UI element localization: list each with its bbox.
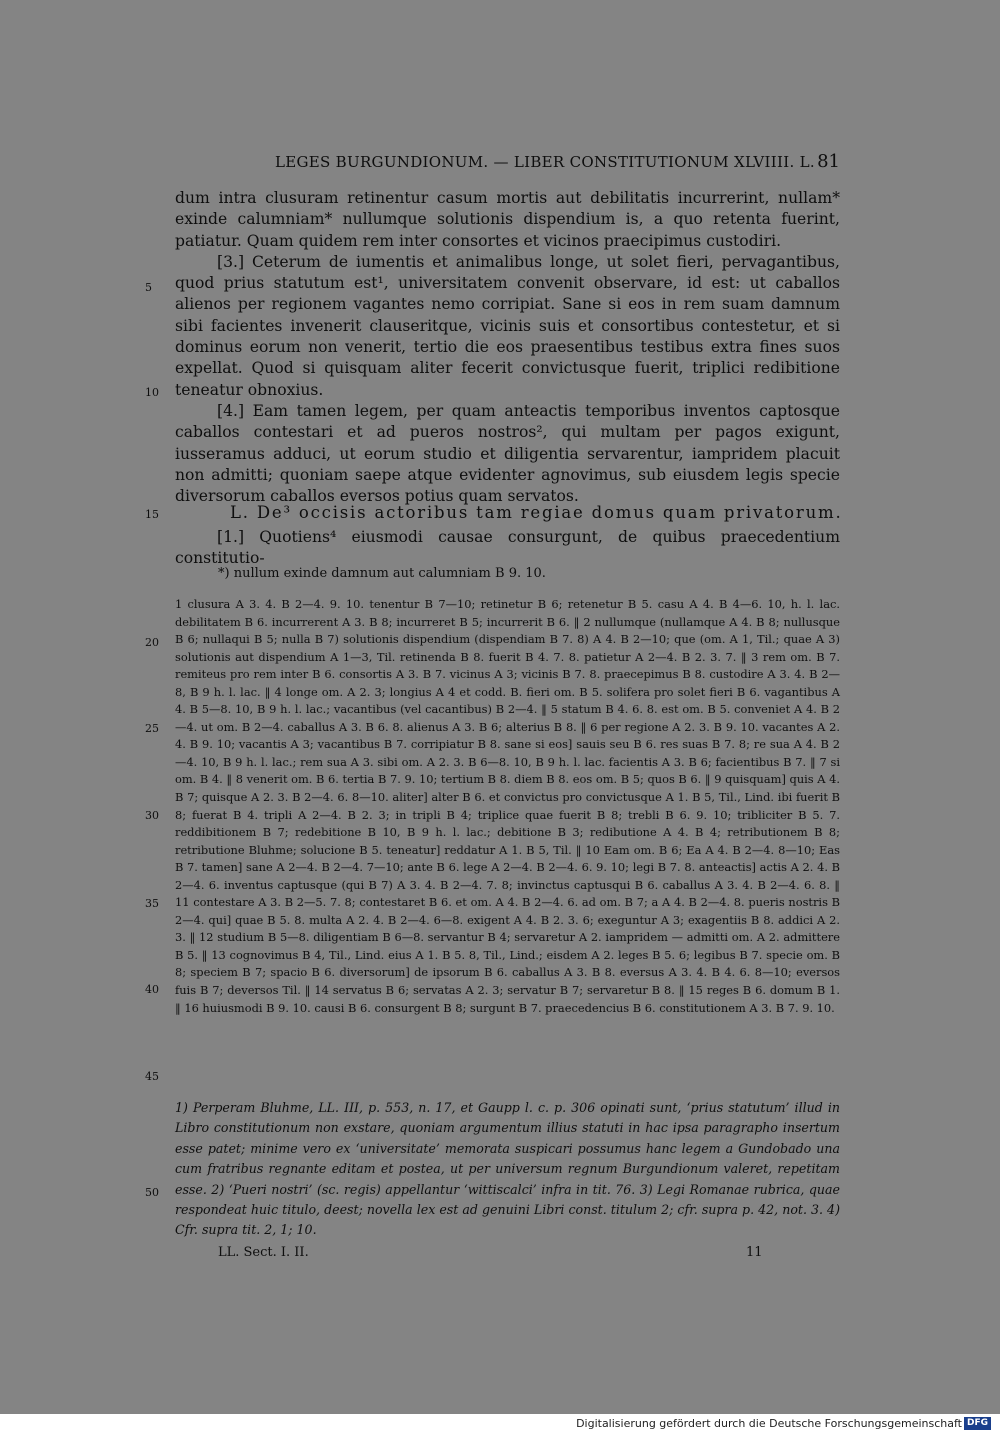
line-number: 45 [145, 1070, 159, 1083]
line-number: 40 [145, 983, 159, 996]
line-number: 15 [145, 508, 159, 521]
paragraph-1: dum intra clusuram retinentur casum mortis aut debilitatis incurrerint, nullam* exinde calumniam* nullumque solutionis dispendium is, a quo retenta fuerint, patiatur. Quam quidem rem inter consortes et vicinos praecipimus custodiri. [175, 189, 840, 250]
signature-mark: LL. Sect. I. II. [218, 1245, 309, 1260]
line-number: 5 [145, 281, 152, 294]
section-heading: L. De³ occisis actoribus tam regiae domus quam privatorum. [230, 503, 843, 522]
running-title: LEGES BURGUNDIONUM. — LIBER CONSTITUTIONUM XLVIIII. L. [275, 153, 815, 171]
main-text [175, 188, 840, 507]
paragraph-4-wrap [175, 527, 840, 570]
critical-apparatus: 1 clusura A 3. 4. B 2—4. 9. 10. tenentur B 7—10; retinetur B 6; retenetur B 5. casu A 4. B 4—6. 10, h. l. lac. debilitatem B 6. incurrerent A 3. B 8; incurreret B 5; incurrerit B 6. ‖ 2 nullumque (nullamque A 4. B 8; nullusque B 6; nullaqui B 5; nulla B 7) solutionis dispendium (dispendiam B 7. 8) A 4. B 2—10; que (om. A 1, Til.; quae A 3) solutionis aut dispendium A 1—3, Til. retinenda B 8. fuerit B 4. 7. 8. patietur A 2—4. B 2. 3. 7. ‖ 3 rem om. B 7. remiteus pro rem inter B 6. consortis A 3. B 7. vicinus A 3; vicinis B 7. 8. praecepimus B 8. custodire A 3. 4. B 2—8, B 9 h. l. lac. ‖ 4 longe om. A 2. 3; longius A 4 et codd. B. fieri om. B 5. solifera pro solet fieri B 6. vagantibus A 4. B 5—8. 10, B 9 h. l. lac.; vacantibus (vel cacantibus) B 2—4. ‖ 5 statum B 4. 6. 8. est om. B 5. conveniet A 4. B 2—4. ut om. B 2—4. caballus A 3. B 6. 8. alienus A 3. B 6; alterius B 8. ‖ 6 per regione A 2. 3. B 9. 10. vacantes A 2. 4. B 9. 10; vacantis A 3; vacantibus B 7. corripiatur B 8. sane si eos] sauis seu B 6. res suas B 7. 8; re sua A 4. B 2—4. 10, B 9 h. l. lac.; rem sua A 3. sibi om. A 2. 3. B 6—8. 10, B 9 h. l. lac. facientis A 3. B 6; facientibus B 7. ‖ 7 si om. B 4. ‖ 8 venerit om. B 6. tertia B 7. 9. 10; tertium B 8. diem B 8. eos om. B 5; quos B 6. ‖ 9 quisquam] quis A 4. B 7; quisque A 2. 3. B 2—4. 6. 8—10. aliter] alter B 6. et convictus pro convictusque A 1. B 5, Til., Lind. ibi fuerit B 8; fuerat B 4. tripli A 2—4. B 2. 3; in tripli B 4; triplice quae fuerit B 8; trebli B 6. 9. 10; tribliciter B 5. 7. reddibitionem B 7; redebitione B 10, B 9 h. l. lac.; debitione B 3; redibutione A 4. B 4; retributionem B 8; retributione Bluhme; solucione B 5. teneatur] reddatur A 1. B 5, Til. ‖ 10 Eam om. B 6; Ea A 4. B 2—4. 8—10; Eas B 7. tamen] sane A 2—4. B 2—4. 7—10; ante B 6. lege A 2—4. B 2—4. 6. 9. 10; legi B 7. 8. anteactis] actis A 2. 4. B 2—4. 6. inventus captusque (qui B 7) A 3. 4. B 2—4. 7. 8; invinctus captusqui B 6. caballus A 3. 4. B 2—4. 6. 8. ‖ 11 contestare A 3. B 2—5. 7. 8; contestaret B 6. et om. A 4. B 2—4. 6. ad om. B 7; a A 4. B 2—4. 8. pueris nostris B 2—4. qui] quae B 5. 8. multa A 2. 4. B 2—4. 6—8. exigent A 4. B 2. 3. 6; exeguntur A 3; exagentiis B 8. addici A 2. 3. ‖ 12 studium B 5—8. diligentiam B 6—8. servantur B 4; servaretur A 2. iampridem — admitti om. A 2. admittere B 5. ‖ 13 cognovimus B 4, Til., Lind. eius A 1. B 5. 8, Til., Lind.; eisdem A 2. leges B 5. 6; legibus B 7. specie om. B 8; speciem B 7; spacio B 6. diversorum] de ipsorum B 6. caballus A 3. B 8. eversus A 3. 4. B 4. 6. 8—10; eversos fuis B 7; deversos Til. ‖ 14 servatus B 6; servatas A 2. 3; servatur B 7; servaretur B 8. ‖ 15 reges B 6. domum B 1. ‖ 16 huiusmodi B 9. 10. causi B 6. consurgent B 8; surgunt B 7. praecedencius B 6. constitutionem A 3. B 7. 9. 10. [175, 597, 840, 1015]
funding-footer [0, 1414, 1000, 1434]
line-number: 30 [145, 809, 159, 822]
running-header [175, 153, 840, 179]
star-note: *) nullum exinde damnum aut calumniam B 9. 10. [218, 566, 546, 581]
paragraph-3: [4.] Eam tamen legem, per quam anteactis temporibus inventos captosque caballos contestari et ad pueros nostros², qui multam per pagos exigunt, iusseramus adduci, ut eorum studio et diligentia servarentur, iampridem placuit non admitti; quoniam saepe atque evidenter agnovimus, sub eiusdem legis specie diversorum caballos eversos potius quam servatos. [175, 401, 840, 506]
funding-text: Digitalisierung gefördert durch die Deutsche Forschungsgemeinschaft [576, 1417, 962, 1430]
signature-number: 11 [746, 1245, 763, 1260]
line-number: 10 [145, 386, 159, 399]
line-number: 35 [145, 897, 159, 910]
page-number: 81 [817, 151, 840, 172]
footnotes: 1) Perperam Bluhme, LL. III, p. 553, n. 17, et Gaupp l. c. p. 306 opinati sunt, ‘prius statutum’ illud in Libro constitutionum non exstare, quoniam argumentum illius statuti in hac ipsa paragrapho insertum esse patet; minime vero ex ‘universitate’ memorata suspicari possumus hanc legem a Gundobado una cum fratribus regnante editam et postea, ut per universum regnum Burgundionum valeret, repetitam esse. 2) ‘Pueri nostri’ (sc. regis) appellantur ‘wittiscalci’ infra in tit. 76. 3) Legi Romanae rubrica, quae respondeat huic titulo, deest; novella lex est ad genuini Libri const. titulum 2; cfr. supra p. 42, not. 3. 4) Cfr. supra tit. 2, 1; 10. [175, 1100, 840, 1238]
dfg-logo-icon: DFG [964, 1417, 991, 1430]
paragraph-2: [3.] Ceterum de iumentis et animalibus longe, ut solet fieri, pervagantibus, quod prius statutum est¹, universitatem convenit observare, id est: ut caballos alienos per regionem vagantes nemo corripiat. Sane si eos in rem suam damnum sibi facientes invenerit clauseritque, vicinis suis et consortibus contestetur, et si dominus eorum non venerit, tertio die eos praesentibus testibus extra fines suos expellat. Quod si quisquam aliter fecerit convictusque fuerit, triplici redibitione teneatur obnoxius. [175, 252, 840, 399]
line-number: 20 [145, 636, 159, 649]
line-number: 50 [145, 1186, 159, 1199]
line-number: 25 [145, 722, 159, 735]
paragraph-4: [1.] Quotiens⁴ eiusmodi causae consurgunt, de quibus praecedentium constitutio- [175, 528, 840, 568]
